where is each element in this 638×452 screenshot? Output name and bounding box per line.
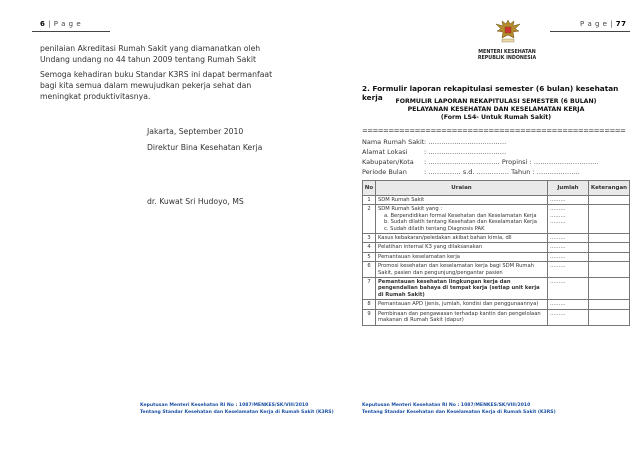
right-page-header-label: P a g e [580, 20, 608, 28]
row-uraian [376, 252, 548, 261]
field-alamat [362, 148, 506, 156]
table-row [363, 262, 630, 278]
row-jumlah: ……… [548, 262, 589, 278]
right-footer [362, 402, 556, 416]
row-sub-item: b. Sudah dilatih tentang Kesehatan dan Keselamatan Kerja [384, 219, 537, 226]
table-row [363, 252, 630, 261]
row-number: 1 [363, 196, 376, 205]
row-uraian-text: Pelatihan internal K3 yang dilaksanakan [378, 244, 483, 251]
form-heading [362, 98, 630, 122]
left-page [0, 0, 318, 452]
right-footer-line-2: Tentang Standar Kesehatan dan Keselamatan Kerja di Rumah Sakit (K3RS) [362, 410, 556, 415]
row-number: 8 [363, 300, 376, 309]
col-jumlah: Jumlah [548, 181, 589, 196]
row-keterangan [589, 262, 630, 278]
row-jumlah: ……… [548, 234, 589, 243]
col-no: No [363, 181, 376, 196]
garuda-emblem-icon [494, 18, 522, 44]
signer-name: dr. Kuwat Sri Hudoyo, MS [147, 197, 244, 206]
field-value: : ……………………………… [424, 138, 507, 146]
emblem-caption-line-1: MENTERI KESEHATAN [478, 50, 536, 55]
left-page-header-label: P a g e [53, 20, 82, 28]
table-row [363, 300, 630, 309]
place-date: Jakarta, September 2010 [147, 127, 244, 136]
row-uraian [376, 309, 548, 325]
section-title: 2. Formulir laporan rekapitulasi semester (6 bulan) kesehatan kerja [362, 84, 619, 102]
left-footer-line-2: Tentang Standar Kesehatan dan Keselamatan Kerja di Rumah Sakit (K3RS) [140, 410, 334, 415]
row-uraian-text: Pembinaan dan pengawasan terhadap kantin dan pengelolaan makanan di Rumah Sakit (dapur) [378, 310, 541, 324]
form-heading-line-1: FORMULIR LAPORAN REKAPITULASI SEMESTER (6 BULAN) [395, 98, 597, 105]
row-keterangan [589, 300, 630, 309]
report-table [362, 180, 630, 326]
table-row [363, 309, 630, 325]
row-number: 4 [363, 243, 376, 252]
field-kabupaten [362, 158, 599, 166]
left-page-header-sep: | [45, 20, 54, 28]
row-jumlah: ……… [548, 300, 589, 309]
row-sub-item: c. Sudah dilatih tentang Diagnosis PAK [384, 225, 485, 232]
row-number: 3 [363, 234, 376, 243]
field-value: : ……………………………… [424, 148, 507, 156]
col-uraian: Uraian [376, 181, 548, 196]
separator-line: ================================================== [362, 127, 626, 135]
left-footer [140, 402, 334, 416]
row-number: 7 [363, 278, 376, 300]
signer-position: Direktur Bina Kesehatan Kerja [147, 143, 263, 152]
table-header-row [363, 181, 630, 196]
field-periode [362, 168, 580, 176]
row-uraian [376, 196, 548, 205]
field-label: Periode Bulan [362, 168, 407, 176]
field-label: Nama Rumah Sakit [362, 138, 425, 146]
table-row [363, 243, 630, 252]
left-page-header [40, 20, 81, 28]
form-heading-line-2: PELAYANAN KESEHATAN DAN KESELAMATAN KERJA [407, 106, 585, 113]
emblem-caption-line-2: REPUBLIK INDONESIA [477, 56, 537, 61]
row-uraian-text: Pemantauan kesehatan lingkungan kerja dan pengendalian bahaya di tempat kerja (setiap unit kerja di Rumah Sakit) [378, 279, 540, 298]
row-keterangan [589, 234, 630, 243]
right-footer-line-1: Keputusan Menteri Kesehatan RI No : 1087/MENKES/SK/VIII/2010 [362, 403, 531, 408]
row-uraian [376, 234, 548, 243]
emblem-caption [460, 50, 554, 62]
row-uraian-text: Pemantauan keselamatan kerja [378, 253, 460, 260]
row-jumlah: ……… ……… ……… [548, 205, 589, 234]
row-uraian-text: SDM Rumah Sakit [378, 197, 425, 203]
row-keterangan [589, 205, 630, 234]
table-row [363, 278, 630, 300]
closing-paragraph: Semoga kehadiran buku Standar K3RS ini dapat bermanfaat bagi kita semua dalam mewujudkan pekerja sehat dan meningkat produktivitasnya. [40, 70, 273, 101]
field-value: : …………………………… Propinsi : ………………………… [424, 158, 599, 166]
intro-paragraph: penilaian Akreditasi Rumah Sakit yang diamanatkan oleh Undang undang no 44 tahun 2009 tentang Rumah Sakit [40, 44, 261, 64]
row-uraian [376, 278, 548, 300]
row-keterangan [589, 309, 630, 325]
row-keterangan [589, 278, 630, 300]
row-keterangan [589, 243, 630, 252]
field-label: Kabupaten/Kota [362, 158, 414, 166]
form-heading-line-3: (Form LS4- Untuk Rumah Sakit) [440, 114, 552, 121]
left-footer-line-1: Keputusan Menteri Kesehatan RI No : 1087/MENKES/SK/VIII/2010 [140, 403, 309, 408]
field-value: : …………… s.d. …………… Tahun : ……………….. [424, 168, 580, 176]
left-page-number: 6 [40, 20, 46, 28]
right-page-header-sep: | [607, 20, 616, 28]
row-uraian-text: SDM Rumah Sakit yang : [378, 206, 443, 213]
field-label: Alamat Lokasi [362, 148, 408, 156]
row-uraian [376, 262, 548, 278]
row-jumlah: ……… [548, 278, 589, 300]
row-uraian-text: Promosi kesehatan dan keselamatan kerja bagi SDM Rumah Sakit, pasien dan pengunjung/pengantar pasien [378, 263, 534, 276]
row-keterangan [589, 252, 630, 261]
right-page-header [580, 20, 627, 28]
row-jumlah: ……… [548, 309, 589, 325]
row-uraian [376, 205, 548, 234]
table-row [363, 234, 630, 243]
row-number: 2 [363, 205, 376, 234]
row-number: 9 [363, 309, 376, 325]
table-row [363, 205, 630, 234]
row-jumlah: ……… [548, 196, 589, 205]
row-jumlah: ……… [548, 252, 589, 261]
row-number: 5 [363, 252, 376, 261]
col-keterangan: Keterangan [589, 181, 630, 196]
row-sub-item: a. Berpendidikan formal Kesehatan dan Keselamatan Kerja [384, 212, 537, 219]
row-jumlah: ……… [548, 243, 589, 252]
table-row [363, 196, 630, 205]
row-uraian-text: Pemantauan APD (jenis, jumlah, kondisi dan penggunaannya) [378, 301, 539, 308]
row-uraian-text: Kasus kebakaran/peledakan akibat bahan kimia, dll [378, 235, 512, 242]
row-keterangan [589, 196, 630, 205]
row-number: 6 [363, 262, 376, 278]
row-uraian [376, 243, 548, 252]
row-uraian [376, 300, 548, 309]
right-page-number: 77 [615, 20, 627, 28]
right-header-rule [550, 31, 630, 32]
field-nama-rs [362, 138, 506, 146]
left-header-rule [32, 31, 110, 32]
